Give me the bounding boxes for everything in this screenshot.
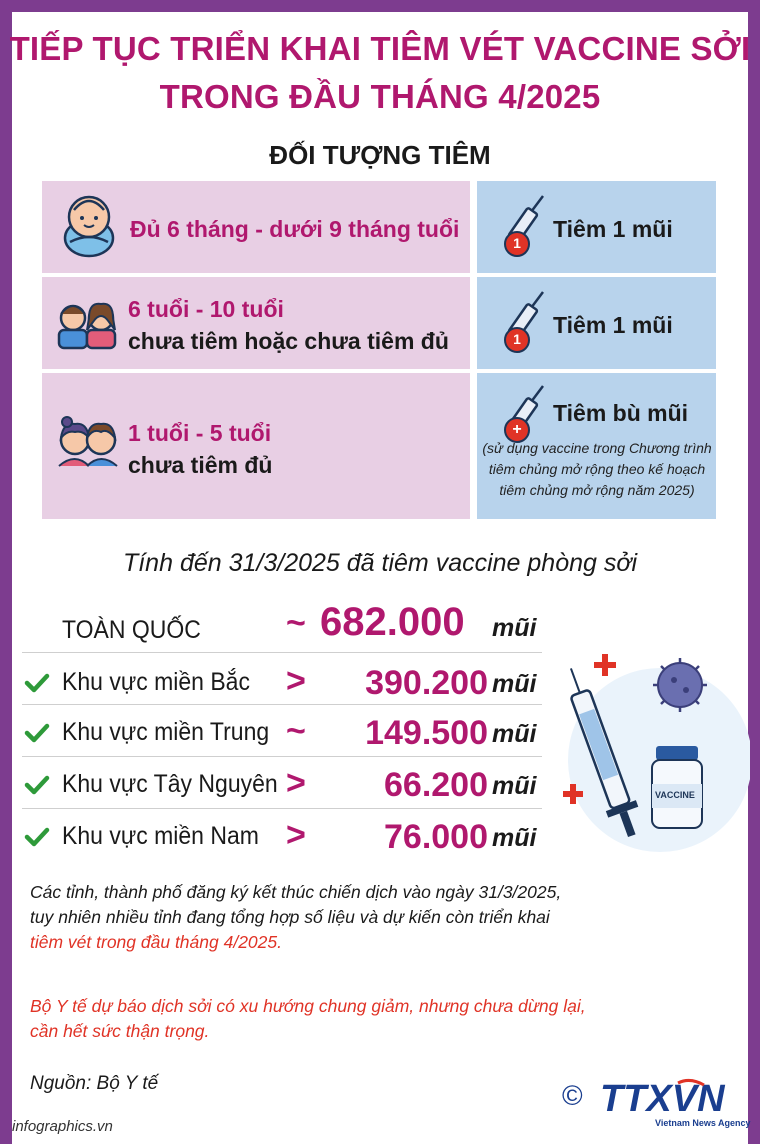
paragraph-campaign-line2: tuy nhiên nhiều tỉnh đang tổng hợp số liệu và dự kiến còn triển khai xyxy=(30,907,550,927)
children-icon xyxy=(55,300,121,355)
dose-3-note-line3: tiêm chủng mở rộng năm 2025) xyxy=(499,482,695,498)
vial-label: VACCINE xyxy=(655,790,695,800)
target-group-3-label: 1 tuổi - 5 tuổi xyxy=(128,420,272,446)
stat-row-central xyxy=(0,712,560,760)
stat-name: Khu vực miền Trung xyxy=(62,718,270,746)
dose-badge-1: 1 xyxy=(513,235,521,251)
baby-icon xyxy=(60,192,118,263)
checkmark-icon xyxy=(24,774,50,801)
stat-value: 66.200 xyxy=(384,766,488,804)
paragraph-warning xyxy=(30,994,730,1044)
stats-heading: Tính đến 31/3/2025 đã tiêm vaccine phòng sởi xyxy=(122,549,638,577)
dose-3-note xyxy=(480,438,714,501)
stat-value: 76.000 xyxy=(384,818,488,856)
paragraph-warning-line2: cần hết sức thận trọng. xyxy=(30,1021,210,1041)
stat-unit: mũi xyxy=(492,670,537,698)
dose-3-note-line2: tiêm chủng mở rộng theo kế hoạch xyxy=(488,461,706,477)
stat-symbol: > xyxy=(286,764,306,802)
stat-unit: mũi xyxy=(492,614,537,642)
stat-value: 682.000 xyxy=(320,600,465,644)
target-group-2-label: 6 tuổi - 10 tuổi xyxy=(128,296,284,322)
toddlers-icon xyxy=(55,414,121,473)
stat-unit: mũi xyxy=(492,772,537,800)
stat-name: Khu vực Tây Nguyên xyxy=(62,770,278,798)
page-title-line1: TIẾP TỤC TRIỂN KHAI TIÊM VÉT VACCINE SỞI xyxy=(9,30,751,67)
stat-row-highlands xyxy=(0,764,560,812)
dose-badge-3: + xyxy=(512,421,522,438)
stat-row-south xyxy=(0,816,560,864)
stat-unit: mũi xyxy=(492,824,537,852)
target-dose-2-label: Tiêm 1 mũi xyxy=(553,312,673,338)
divider xyxy=(22,704,542,705)
divider xyxy=(22,808,542,809)
stat-symbol: > xyxy=(286,816,306,854)
paragraph-campaign-line3: tiêm vét trong đầu tháng 4/2025. xyxy=(30,932,282,952)
stat-symbol: ~ xyxy=(286,604,306,642)
copyright-icon: © xyxy=(562,1080,583,1111)
paragraph-campaign xyxy=(30,880,730,955)
virus-icon xyxy=(653,658,707,712)
vaccine-vial-icon xyxy=(652,746,702,828)
dose-3-note-line1: (sử dụng vaccine trong Chương trình xyxy=(482,440,712,456)
checkmark-icon xyxy=(24,722,50,749)
stat-value: 390.200 xyxy=(365,664,488,702)
stat-name: Khu vực miền Bắc xyxy=(62,668,250,696)
ttxvn-logo xyxy=(600,1077,742,1124)
stat-value: 149.500 xyxy=(365,714,488,752)
paragraph-warning-line1: Bộ Y tế dự báo dịch sởi có xu hướng chung giảm, nhưng chưa dừng lại, xyxy=(30,996,586,1016)
syringe-icon xyxy=(495,194,551,267)
target-group-1-label: Đủ 6 tháng - dưới 9 tháng tuổi xyxy=(130,216,460,242)
stat-row-north xyxy=(0,660,560,708)
dose-badge-2: 1 xyxy=(513,331,521,347)
stat-symbol: ~ xyxy=(286,712,306,750)
checkmark-icon xyxy=(24,672,50,699)
stat-row-national xyxy=(0,600,560,648)
source-note: Nguồn: Bộ Y tế xyxy=(30,1073,159,1094)
stat-name: TOÀN QUỐC xyxy=(62,616,201,644)
page-title-line2: TRONG ĐẦU THÁNG 4/2025 xyxy=(159,78,601,115)
divider xyxy=(22,652,542,653)
syringe-icon xyxy=(495,290,551,363)
stat-symbol: > xyxy=(286,662,306,700)
checkmark-icon xyxy=(24,826,50,853)
paragraph-campaign-line1: Các tỉnh, thành phố đăng ký kết thúc chiến dịch vào ngày 31/3/2025, xyxy=(30,882,562,902)
section-subtitle: ĐỐI TƯỢNG TIÊM xyxy=(269,140,491,170)
stat-unit: mũi xyxy=(492,720,537,748)
target-dose-1-label: Tiêm 1 mũi xyxy=(553,216,673,242)
agency-name: Vietnam News Agency xyxy=(655,1118,751,1128)
vaccine-illustration xyxy=(560,650,750,865)
ttxvn-logo-text: TTXVN xyxy=(600,1078,725,1119)
footer-site[interactable]: infographics.vn xyxy=(12,1118,113,1135)
stat-name: Khu vực miền Nam xyxy=(62,822,259,850)
target-group-3-sublabel: chưa tiêm đủ xyxy=(128,452,273,478)
target-dose-3-label: Tiêm bù mũi xyxy=(553,400,689,426)
divider xyxy=(22,756,542,757)
target-group-2-sublabel: chưa tiêm hoặc chưa tiêm đủ xyxy=(128,328,449,354)
